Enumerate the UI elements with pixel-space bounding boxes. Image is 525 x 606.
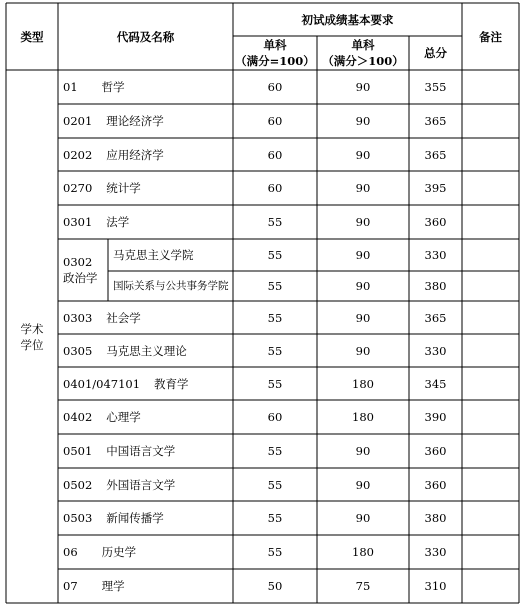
header-single-100-line1: 单科 xyxy=(263,38,287,52)
discipline-code: 0305 xyxy=(63,343,93,358)
single-score-over-100: 90 xyxy=(355,310,371,325)
code-name-cell xyxy=(58,367,233,400)
code-name-cell xyxy=(58,104,233,138)
single-score-over-100: 90 xyxy=(355,248,371,262)
discipline-code: 0202 xyxy=(63,147,93,162)
zhengzhi-name: 政治学 xyxy=(63,271,98,285)
header-code-name: 代码及名称 xyxy=(116,29,175,44)
header-single-over-100-line2: （满分＞100） xyxy=(322,54,404,68)
category-line2: 学位 xyxy=(20,337,44,352)
code-name-cell xyxy=(58,205,233,239)
discipline-name: 历史学 xyxy=(101,545,137,559)
code-name-cell xyxy=(58,569,233,603)
header-note: 备注 xyxy=(479,29,502,44)
discipline-name: 理学 xyxy=(101,579,125,593)
code-name-cell xyxy=(58,535,233,569)
single-score-over-100: 90 xyxy=(355,444,371,458)
discipline-name: 教育学 xyxy=(154,376,189,391)
single-score-100: 55 xyxy=(267,310,283,325)
single-score-over-100: 180 xyxy=(352,545,374,559)
code-name-cell xyxy=(58,70,233,104)
discipline-name: 中国语言文学 xyxy=(106,444,176,458)
total-score: 345 xyxy=(424,376,447,391)
header-score-requirements: 初试成绩基本要求 xyxy=(301,12,394,27)
discipline-code: 0401/047101 xyxy=(63,376,141,391)
header-type: 类型 xyxy=(20,29,44,44)
single-score-100: 55 xyxy=(267,376,283,391)
zhengzhi-code: 0302 xyxy=(63,255,93,269)
total-score: 330 xyxy=(424,248,447,262)
single-score-over-100: 75 xyxy=(355,579,371,593)
single-score-over-100: 90 xyxy=(355,477,371,492)
single-score-100: 60 xyxy=(267,410,283,424)
code-name-cell xyxy=(58,501,233,535)
single-score-100: 60 xyxy=(267,114,283,128)
code-name-cell xyxy=(58,301,233,334)
total-score: 390 xyxy=(424,410,447,424)
single-score-over-100: 90 xyxy=(355,147,371,162)
code-name-cell xyxy=(58,468,233,501)
discipline-code: 0502 xyxy=(63,477,93,492)
discipline-code: 01 xyxy=(63,80,78,94)
total-score: 360 xyxy=(424,477,447,492)
discipline-name: 统计学 xyxy=(106,181,141,195)
category-academic-degree xyxy=(6,70,58,603)
discipline-code: 0503 xyxy=(63,511,93,525)
single-score-over-100: 90 xyxy=(355,80,371,94)
discipline-name: 法学 xyxy=(106,215,130,229)
total-score: 380 xyxy=(424,279,447,293)
discipline-code: 0501 xyxy=(63,444,93,458)
total-score: 360 xyxy=(424,215,447,229)
discipline-code: 0303 xyxy=(63,310,93,325)
category-line1: 学术 xyxy=(20,321,44,336)
total-score: 310 xyxy=(424,579,447,593)
header-single-100 xyxy=(233,36,317,70)
code-name-cell xyxy=(58,138,233,171)
code-name-cell xyxy=(58,434,233,468)
discipline-code: 0301 xyxy=(63,215,93,229)
total-score: 365 xyxy=(424,147,447,162)
header-total: 总分 xyxy=(424,46,447,60)
discipline-name: 应用经济学 xyxy=(106,147,164,162)
header-single-over-100 xyxy=(317,36,409,70)
discipline-code: 07 xyxy=(63,579,78,593)
single-score-100: 55 xyxy=(267,444,283,458)
single-score-over-100: 180 xyxy=(352,376,374,391)
sub-unit-name: 国际关系与公共事务学院 xyxy=(113,280,229,292)
discipline-code: 0270 xyxy=(63,181,93,195)
total-score: 365 xyxy=(424,310,447,325)
discipline-name: 哲学 xyxy=(101,80,125,94)
total-score: 330 xyxy=(424,343,447,358)
discipline-name: 心理学 xyxy=(106,410,141,424)
single-score-100: 60 xyxy=(267,80,283,94)
single-score-over-100: 90 xyxy=(355,114,371,128)
single-score-over-100: 90 xyxy=(355,279,371,293)
discipline-code: 06 xyxy=(63,545,78,559)
total-score: 365 xyxy=(424,114,447,128)
header-single-100-line2: （满分=100） xyxy=(235,54,315,68)
discipline-name: 马克思主义理论 xyxy=(106,343,187,358)
single-score-100: 55 xyxy=(267,477,283,492)
single-score-100: 50 xyxy=(267,579,283,593)
discipline-name: 新闻传播学 xyxy=(106,511,164,525)
single-score-over-100: 90 xyxy=(355,343,371,358)
header-single-over-100-line1: 单科 xyxy=(351,38,375,52)
code-name-cell xyxy=(58,400,233,434)
single-score-100: 55 xyxy=(267,279,283,293)
single-score-over-100: 90 xyxy=(355,215,371,229)
single-score-over-100: 90 xyxy=(355,181,371,195)
code-name-cell xyxy=(58,334,233,367)
discipline-code: 0201 xyxy=(63,114,93,128)
discipline-name: 外国语言文学 xyxy=(106,477,176,492)
single-score-100: 60 xyxy=(267,181,283,195)
total-score: 330 xyxy=(424,545,447,559)
single-score-over-100: 90 xyxy=(355,511,371,525)
sub-unit-name: 马克思主义学院 xyxy=(113,248,194,262)
discipline-name: 社会学 xyxy=(106,310,141,325)
total-score: 355 xyxy=(424,80,447,94)
single-score-100: 55 xyxy=(267,343,283,358)
single-score-100: 60 xyxy=(267,147,283,162)
single-score-100: 55 xyxy=(267,248,283,262)
discipline-code: 0402 xyxy=(63,410,93,424)
single-score-100: 55 xyxy=(267,511,283,525)
single-score-over-100: 180 xyxy=(352,410,374,424)
total-score: 360 xyxy=(424,444,447,458)
single-score-100: 55 xyxy=(267,545,283,559)
code-name-cell xyxy=(58,171,233,205)
zhengzhi-code-name xyxy=(58,239,108,301)
single-score-100: 55 xyxy=(267,215,283,229)
total-score: 395 xyxy=(424,181,447,195)
total-score: 380 xyxy=(424,511,447,525)
discipline-name: 理论经济学 xyxy=(106,114,164,128)
